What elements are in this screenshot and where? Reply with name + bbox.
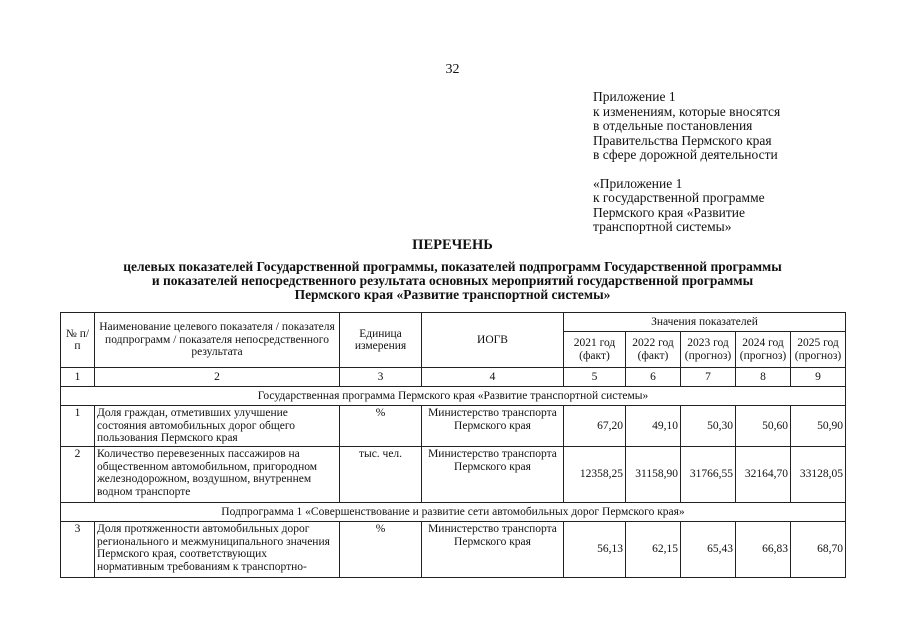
header-unit: Единица измерения — [340, 313, 422, 368]
subtitle-line: целевых показателей Государственной программы, показателей подпрограмм Государственной программы — [123, 259, 782, 274]
page-number: 32 — [445, 62, 460, 77]
value-2022: 49,10 — [626, 406, 681, 447]
column-number: 7 — [681, 368, 736, 387]
iogv-cell: Министерство транспорта Пермского края — [422, 406, 564, 447]
row-number: 2 — [61, 447, 95, 503]
value-2023: 31766,55 — [681, 447, 736, 503]
subtitle-line: и показателей непосредственного результата основных мероприятий государственной программы — [151, 273, 754, 288]
column-number: 8 — [736, 368, 791, 387]
appendix-line: в сфере дорожной деятельности — [593, 147, 778, 162]
table-row — [61, 447, 846, 503]
appendix-line: к изменениям, которые вносятся — [593, 103, 781, 119]
indicator-name: Доля граждан, отметивших улучшение состояния автомобильных дорог общего пользования Пермского края — [95, 406, 340, 447]
row-number: 1 — [61, 406, 95, 447]
value-2025: 33128,05 — [791, 447, 846, 503]
appendix-line: транспортной системы» — [593, 219, 732, 234]
iogv-cell: Министерство транспорта Пермского края — [422, 522, 564, 578]
indicators-table — [60, 312, 846, 578]
header-year-2021: 2021 год (факт) — [564, 332, 626, 368]
value-2021: 12358,25 — [564, 447, 626, 503]
header-year-2025: 2025 год (прогноз) — [791, 332, 846, 368]
unit-cell: % — [340, 522, 422, 578]
value-2021: 56,13 — [564, 522, 626, 578]
header-name: Наименование целевого показателя / показателя подпрограмм / показателя непосредственного результата — [95, 313, 340, 368]
column-number: 9 — [791, 368, 846, 387]
column-numbers-row — [61, 368, 846, 387]
table-row — [61, 406, 846, 447]
indicator-name: Доля протяженности автомобильных дорог регионального и межмуниципального значения Пермского края, соответствующих нормативным требованиям к транспортно- — [95, 522, 340, 578]
column-number: 2 — [95, 368, 340, 387]
value-2024: 50,60 — [736, 406, 791, 447]
header-year-2024: 2024 год (прогноз) — [736, 332, 791, 368]
header-year-2023: 2023 год (прогноз) — [681, 332, 736, 368]
program-title: Государственная программа Пермского края «Развитие транспортной системы» — [61, 387, 846, 406]
value-2024: 32164,70 — [736, 447, 791, 503]
appendix-header — [593, 90, 893, 235]
document-subtitle — [60, 260, 845, 302]
table-row — [61, 522, 846, 578]
column-number: 6 — [626, 368, 681, 387]
document-title: ПЕРЕЧЕНЬ — [412, 237, 493, 253]
value-2023: 50,30 — [681, 406, 736, 447]
value-2022: 31158,90 — [626, 447, 681, 503]
row-number: 3 — [61, 522, 95, 578]
column-number: 5 — [564, 368, 626, 387]
header-year-2022: 2022 год (факт) — [626, 332, 681, 368]
header-num: № п/п — [61, 313, 95, 368]
header-iogv: ИОГВ — [422, 313, 564, 368]
indicator-name: Количество перевезенных пассажиров на общественном автомобильном, пригородном железнодорожном, воздушном, внутреннем водном транспорте — [95, 447, 340, 503]
appendix-line: «Приложение 1 — [593, 175, 683, 191]
subprogram-title: Подпрограмма 1 «Совершенствование и развитие сети автомобильных дорог Пермского края» — [61, 503, 846, 522]
value-2022: 62,15 — [626, 522, 681, 578]
unit-cell: тыс. чел. — [340, 447, 422, 503]
value-2025: 50,90 — [791, 406, 846, 447]
header-values-group: Значения показателей — [564, 313, 846, 332]
appendix-line: Приложение 1 — [593, 89, 676, 104]
appendix-line: Пермского края «Развитие — [593, 204, 745, 220]
subtitle-line: Пермского края «Развитие транспортной системы» — [294, 287, 611, 302]
appendix-line: в отдельные постановления — [593, 118, 753, 133]
subprogram-section-row — [61, 503, 846, 522]
value-2023: 65,43 — [681, 522, 736, 578]
value-2021: 67,20 — [564, 406, 626, 447]
iogv-cell: Министерство транспорта Пермского края — [422, 447, 564, 503]
value-2025: 68,70 — [791, 522, 846, 578]
value-2024: 66,83 — [736, 522, 791, 578]
column-number: 3 — [340, 368, 422, 387]
appendix-line: к государственной программе — [593, 190, 765, 205]
column-number: 4 — [422, 368, 564, 387]
program-section-row — [61, 387, 846, 406]
appendix-line: Правительства Пермского края — [593, 132, 772, 148]
unit-cell: % — [340, 406, 422, 447]
column-number: 1 — [61, 368, 95, 387]
